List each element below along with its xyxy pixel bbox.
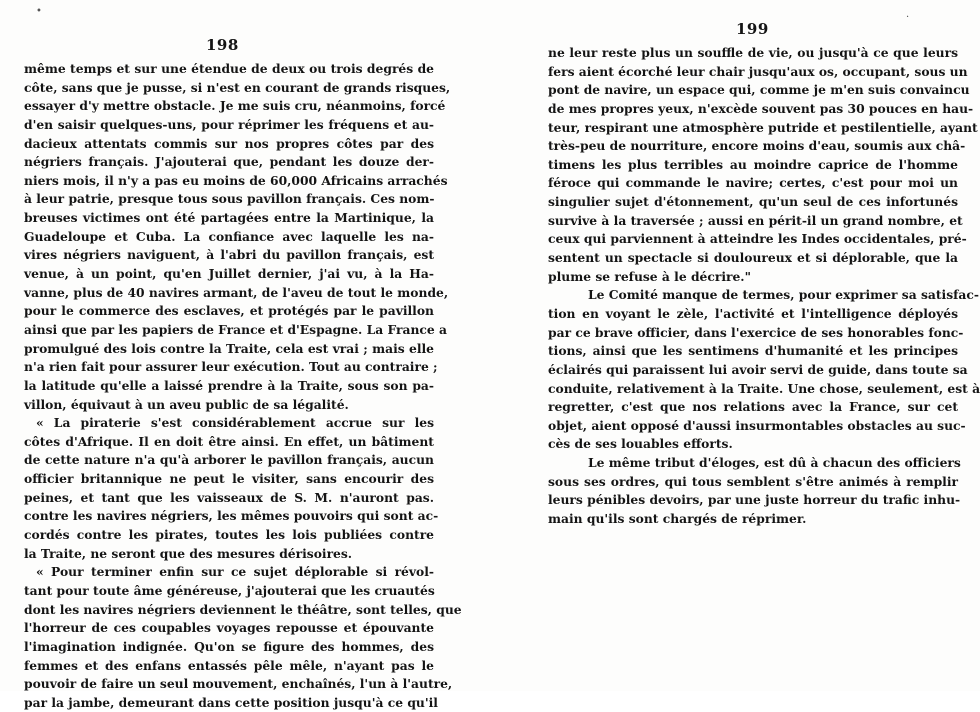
- text-line: leurs pénibles devoirs, par une juste horreur du trafic inhu-: [548, 492, 961, 508]
- text-line: conduite, relativement à la Traite. Une chose, seulement, est à: [548, 380, 980, 396]
- text-line: même temps et sur une étendue de deux ou trois degrés de: [24, 61, 434, 76]
- text-line: ainsi que par les papiers de France et d'Espagne. La France a: [24, 321, 447, 337]
- text-line: singulier sujet d'étonnement, qu'un seul de ces infortunés: [548, 194, 958, 210]
- ink-speck: •: [36, 6, 42, 17]
- text-line: vanne, plus de 40 navires armant, de l'aveu de tout le monde,: [24, 284, 449, 300]
- text-line: Le Comité manque de termes, pour exprimer sa satisfac-: [588, 287, 979, 303]
- text-line: regretter, c'est que nos relations avec la France, sur cet: [548, 399, 958, 415]
- text-line: officier britannique ne peut le visiter, sans encourir des: [24, 471, 434, 487]
- page-number-right: 199: [736, 20, 769, 38]
- text-line: à leur patrie, presque tous sous pavillon français. Ces nom-: [24, 191, 435, 207]
- page-number-left: 198: [206, 36, 239, 54]
- text-line: la latitude qu'elle a laissé prendre à la Traite, sous son pa-: [24, 377, 434, 393]
- text-line: dacieux attentats commis sur nos propres côtes par des: [24, 135, 434, 151]
- text-line: pont de navire, un espace qui, comme je m'en suis convaincu: [548, 82, 970, 98]
- text-line: peines, et tant que les vaisseaux de S. M. n'auront pas.: [24, 489, 434, 505]
- text-line: main qu'ils sont chargés de réprimer.: [548, 511, 807, 527]
- text-line: éclairés qui paraissent lui avoir servi de guide, dans toute sa: [548, 361, 968, 377]
- left-text-block: [24, 60, 462, 712]
- text-line: niers mois, il n'y a pas eu moins de 60,000 Africains arrachés: [24, 172, 448, 188]
- text-line: vires négriers naviguent, à l'abri du pavillon français, est: [24, 247, 434, 263]
- text-line: tant pour toute âme généreuse, j'ajouterai que les cruautés: [24, 582, 435, 598]
- text-line: timens les plus terribles au moindre caprice de l'homme: [548, 156, 958, 172]
- ink-speck: ·: [906, 12, 910, 23]
- text-line: pouvoir de faire un seul mouvement, enchaînés, l'un à l'autre,: [24, 676, 453, 692]
- text-line: sentent un spectacle si douloureux et si déplorable, que la: [548, 250, 958, 266]
- text-line: ceux qui parviennent à atteindre les Indes occidentales, pré-: [548, 231, 967, 247]
- text-line: promulgué des lois contre la Traite, cela est vrai ; mais elle: [24, 340, 434, 356]
- text-line: l'horreur de ces coupables voyages repousse et épouvante: [24, 620, 434, 636]
- text-line: « Pour terminer enfin sur ce sujet déplorable si révol-: [36, 564, 434, 580]
- text-line: cès de ses louables efforts.: [548, 436, 733, 452]
- text-line: objet, aient opposé d'aussi insurmontables obstacles au suc-: [548, 417, 966, 433]
- text-line: Le même tribut d'éloges, est dû à chacun des officiers: [588, 455, 961, 471]
- text-line: la Traite, ne seront que des mesures dérisoires.: [24, 545, 353, 561]
- text-line: négriers français. J'ajouterai que, pendant les douze der-: [24, 154, 434, 170]
- text-line: tion en voyant le zèle, l'activité et l'intelligence déployés: [548, 305, 958, 321]
- text-line: très-peu de nourriture, encore moins d'eau, soumis aux châ-: [548, 138, 966, 154]
- text-line: par la jambe, demeurant dans cette position jusqu'à ce qu'il: [24, 694, 438, 710]
- text-line: sous ses ordres, qui tous semblent s'être animés à remplir: [548, 473, 958, 489]
- text-line: femmes et des enfans entassés pêle mêle, n'ayant pas le: [24, 657, 434, 673]
- text-line: fers aient écorché leur chair jusqu'aux os, occupant, sous un: [548, 63, 968, 79]
- text-line: féroce qui commande le navire; certes, c'est pour moi un: [548, 175, 958, 191]
- text-line: dont les navires négriers deviennent le théâtre, sont telles, que: [24, 601, 462, 617]
- text-line: par ce brave officier, dans l'exercice de ses honorables fonc-: [548, 324, 964, 340]
- text-line: teur, respirant une atmosphère putride et pestilentielle, ayant: [548, 119, 978, 135]
- text-line: villon, équivaut à un aveu public de sa légalité.: [24, 396, 349, 412]
- text-line: ne leur reste plus un souffle de vie, ou jusqu'à ce que leurs: [548, 45, 958, 60]
- text-line: de cette nature n'a qu'à arborer le pavillon français, aucun: [24, 452, 434, 468]
- text-line: tions, ainsi que les sentimens d'humanité et les principes: [548, 343, 958, 359]
- text-line: breuses victimes ont été partagées entre la Martinique, la: [24, 210, 434, 226]
- text-line: pour le commerce des esclaves, et protégés par le pavillon: [24, 303, 434, 319]
- text-line: venue, à un point, qu'en Juillet dernier, j'ai vu, à la Ha-: [24, 266, 434, 282]
- text-line: cordés contre les pirates, toutes les lois publiées contre: [24, 527, 434, 543]
- text-line: d'en saisir quelques-uns, pour réprimer les fréquens et au-: [24, 116, 434, 132]
- text-line: côte, sans que je pusse, si n'est en courant de grands risques,: [24, 79, 451, 95]
- text-line: côtes d'Afrique. Il en doit être ainsi. En effet, un bâtiment: [24, 433, 434, 449]
- text-line: contre les navires négriers, les mêmes pouvoirs qui sont ac-: [24, 508, 439, 524]
- right-page: [500, 0, 980, 691]
- text-line: Guadeloupe et Cuba. La confiance avec laquelle les na-: [24, 228, 434, 244]
- text-line: essayer d'y mettre obstacle. Je me suis cru, néanmoins, forcé: [24, 98, 446, 114]
- text-line: « La piraterie s'est considérablement accrue sur les: [36, 415, 434, 431]
- text-line: de mes propres yeux, n'excède souvent pas 30 pouces en hau-: [548, 100, 974, 116]
- text-line: plume se refuse à le décrire.": [548, 268, 751, 284]
- right-text-block: [548, 44, 980, 529]
- text-line: l'imagination indignée. Qu'on se figure des hommes, des: [24, 638, 434, 654]
- text-line: n'a rien fait pour assurer leur exécution. Tout au contraire ;: [24, 359, 438, 375]
- text-line: survive à la traversée ; aussi en périt-il un grand nombre, et: [548, 212, 963, 228]
- left-page: [0, 0, 490, 710]
